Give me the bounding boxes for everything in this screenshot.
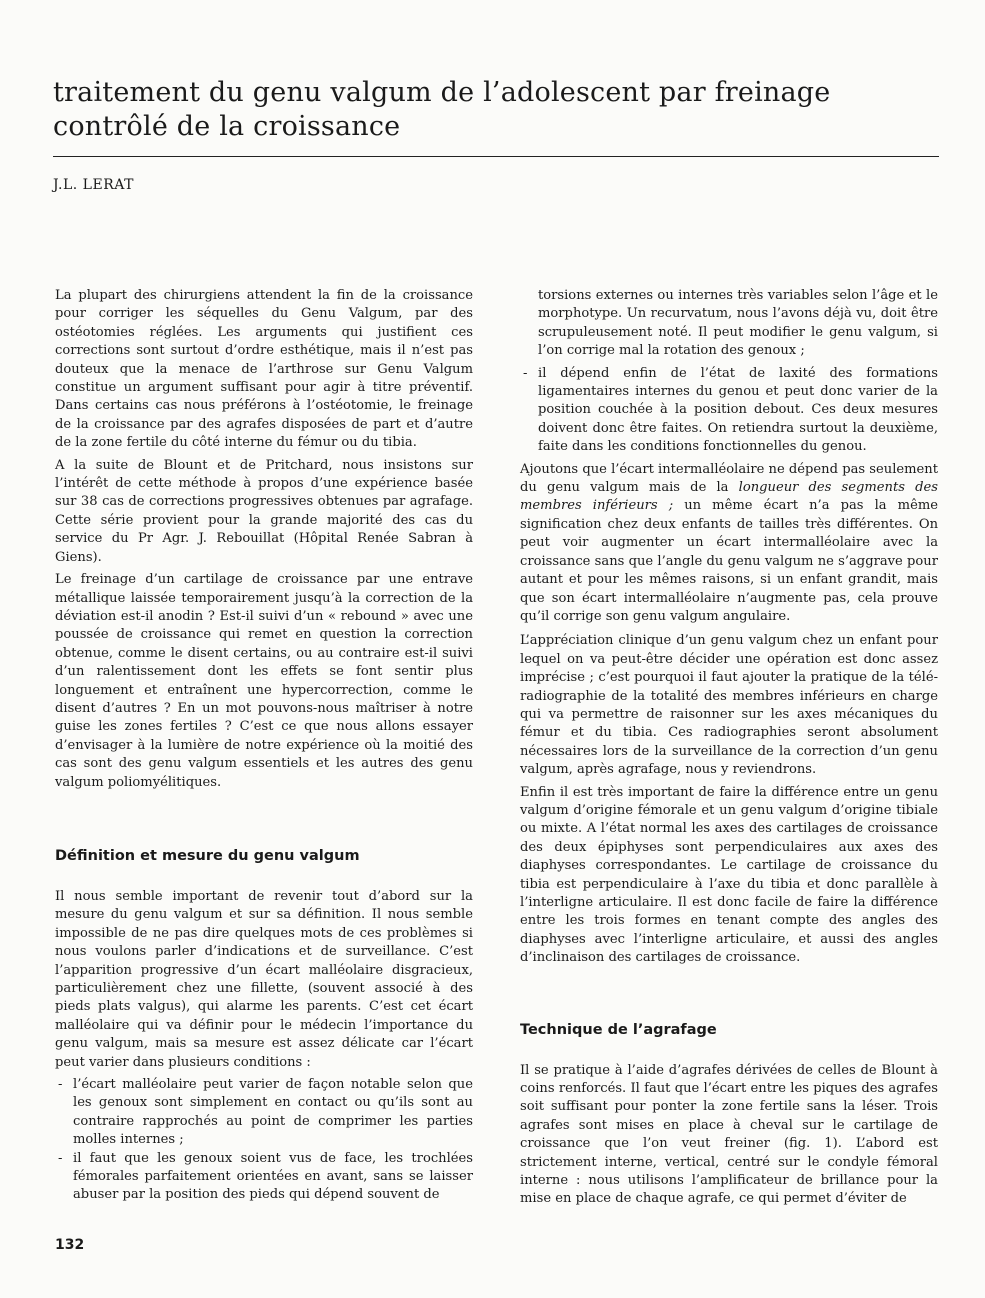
paragraph-technique: Il se pratique à l’aide d’agrafes dérivées de celles de Blount à coins renforcés. Il faut que l’écart entre les piques des agrafes soit suffisant pour ponter la zone fertile sans la léser. Trois agrafes sont mises en place à cheval sur le cartilage de croissance que l’on veut freiner (fig. 1). L’abord est strictement interne, vertical, centré sur le condyle fémoral interne : nous utilisons l’amplificateur de brillance pour la mise en place de chaque agrafe, ce qui permet d’éviter de bbox=[520, 1062, 938, 1207]
paragraph-intro: La plupart des chirurgiens attendent la fin de la croissance pour corriger les séquelles du Genu Valgum, par des ostéotomies réglées. Les arguments qui justifient ces corrections sont surtout d’ordre esthétique, mais il n’est pas douteux que la menace de l’arthrose sur Genu Valgum constitue un argument suffisant pour agir à titre préventif. Dans certains cas nous préférons à l’ostéotomie, le freinage de la croissance par des agrafes disposées de part et d’autre de la zone fertile du côté interne du fémur ou du tibia. bbox=[55, 288, 473, 451]
section-heading-definition: Définition et mesure du genu valgum bbox=[55, 847, 360, 864]
title-divider bbox=[53, 156, 939, 157]
list-item: - il dépend enfin de l’état de laxité des formations ligamentaires internes du genou et peut donc varier de la position couchée à la position debout. Ces deux mesures doivent donc être faites. On retiendra surtout la deuxième, faite dans les conditions fonctionnelles du genou. bbox=[520, 365, 938, 457]
paragraph-definition: Il nous semble important de revenir tout d’abord sur la mesure du genu valgum et sur sa définition. Il nous semble impossible de ne pas dire quelques mots de ces problèmes si nous voulons parler d’indications et de surveillance. C’est l’apparition progressive d’un écart malléolaire disgracieux, particulièrement chez une fillette, (souvent associé à des pieds plats valgus), qui alarme les parents. C’est cet écart malléolaire qui va définir pour le médecin l’importance du genu valgum, mais sa mesure est assez délicate car l’écart peut varier dans plusieurs conditions : bbox=[55, 888, 473, 1070]
conditions-list-continued bbox=[520, 365, 938, 457]
list-item-continued: torsions externes ou internes très variables selon l’âge et le morphotype. Un recurvatum, nous l’avons déjà vu, doit être scrupuleusement noté. Il peut modifier le genu valgum, si l’on corrige mal la rotation des genoux ; bbox=[538, 288, 938, 359]
conditions-list bbox=[55, 1076, 473, 1205]
paragraph-freinage: Le freinage d’un cartilage de croissance par une entrave métallique laissée temporairement jusqu’à la correction de la déviation est-il anodin ? Est-il suivi d’un « rebound » avec une poussée de croissance qui remet en question la correction obtenue, comme le disent certains, ou au contraire est-il suivi d’un ralentissement dont les effets se font sentir plus longuement et entraînent une hypercorrection, comme le disent d’autres ? En un mot pouvons-nous maîtriser à notre guise les zones fertiles ? C’est ce que nous allons essayer d’envisager à la lumière de notre expérience où la moitié des cas sont des genu valgum essentiels et les autres des genu valgum poliomyélitiques. bbox=[55, 572, 473, 790]
paragraph-blount: A la suite de Blount et de Pritchard, nous insistons sur l’intérêt de cette méthode à propos d’une expérience basée sur 38 cas de corrections progressives obtenues par agrafage. Cette série provient pour la grande majorité des cas du service du Pr Agr. J. Rebouillat (Hôpital Renée Sabran à Giens). bbox=[55, 457, 473, 565]
right-column bbox=[520, 287, 938, 1213]
page-number: 132 bbox=[55, 1237, 85, 1253]
section-heading-technique: Technique de l’agrafage bbox=[520, 1021, 717, 1038]
paragraph-appreciation: L’appréciation clinique d’un genu valgum chez un enfant pour lequel on va peut-être décider une opération est donc assez imprécise ; c’est pourquoi il faut ajouter la pratique de la télé-radiographie de la totalité des membres inférieurs en charge qui va permettre de raisonner sur les axes mécaniques du fémur et du tibia. Ces radiographies seront absolument nécessaires lors de la surveillance de la correction d’un genu valgum, après agrafage, nous y reviendrons. bbox=[520, 633, 938, 778]
list-item: - il faut que les genoux soient vus de face, les trochlées fémorales parfaitement orientées en avant, sans se laisser abuser par la position des pieds qui dépend souvent de bbox=[55, 1150, 473, 1205]
text-run: Ajoutons que l’écart intermalléolaire ne dépend pas seulement du genu valgum mais de la bbox=[520, 461, 938, 496]
author-name: J.L. LERAT bbox=[53, 177, 134, 193]
text-run: un même écart n’a pas la même signification chez deux enfants de tailles très différentes. On peut voir augmenter un écart intermalléolaire avec la croissance sans que l’angle du genu valgum ne s’aggrave pour autant et pour les mêmes raisons, si un enfant grandit, mais que son écart intermalléolaire n’augmente pas, cela prouve qu’il corrige son genu valgum angulaire. bbox=[520, 498, 939, 624]
left-column bbox=[55, 287, 473, 1209]
italic-text: longueur des segments des membres inférieurs ; bbox=[520, 480, 938, 514]
list-item: - l’écart malléolaire peut varier de façon notable selon que les genoux sont simplement en contact ou qu’ils sont au contraire rapprochés au point de comprimer les parties molles internes ; bbox=[55, 1076, 473, 1150]
paragraph-difference: Enfin il est très important de faire la différence entre un genu valgum d’origine fémorale et un genu valgum d’origine tibiale ou mixte. A l’état normal les axes des cartilages de croissance des deux épiphyses sont perpendiculaires aux axes des diaphyses correspondantes. Le cartilage de croissance du tibia est perpendiculaire à l’axe du tibia et donc parallèle à l’interligne articulaire. Il est donc facile de faire la différence entre les trois formes en tenant compte des angles des diaphyses avec l’interligne articulaire, et aussi des angles d’inclinaison des cartilages de croissance. bbox=[520, 784, 938, 966]
article-title: traitement du genu valgum de l’adolescent par freinage contrôlé de la croissance bbox=[53, 77, 831, 142]
paragraph-ecart bbox=[520, 461, 938, 627]
